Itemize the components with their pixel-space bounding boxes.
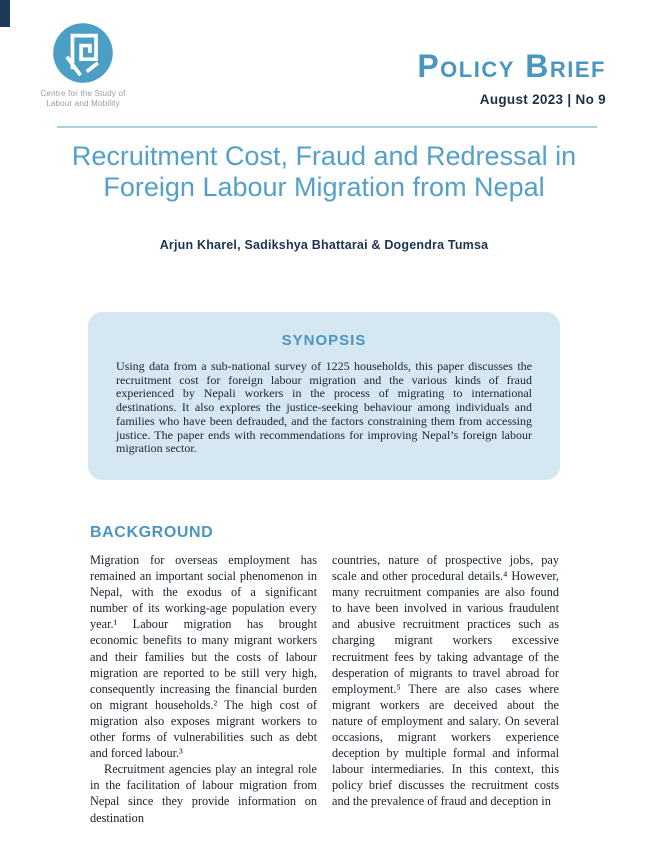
synopsis-box (88, 312, 560, 480)
authors-line: Arjun Kharel, Sadikshya Bhattarai & Dogendra Tumsa (159, 238, 489, 252)
header-divider (57, 126, 597, 128)
masthead-issue-date: August 2023 | No 9 (479, 92, 606, 107)
background-paragraph-2: Recruitment agencies play an integral role in the facilitation of labour migration from Nepal since they provide information on destination (90, 762, 317, 825)
ceslam-logo (22, 22, 144, 108)
masthead (417, 50, 606, 107)
background-paragraph-3: countries, nature of prospective jobs, pay scale and other procedural details.⁴ However, many recruitment companies are also found to have been involved in various fraudulent and abusive recruitment practices such as charging migrant workers excessive recruitment fees by taking advantage of the desperation of migrants to travel abroad for employment.⁵ There are also cases where migrant workers are deceived about the nature of employment and salary. On several occasions, migrant workers experience deception by multiple formal and informal labour intermediaries. In this context, this policy brief discusses the recruitment costs and the prevalence of fraud and deception in (332, 553, 559, 809)
background-heading: BACKGROUND (90, 524, 214, 541)
document-title-line2: Foreign Labour Migration from Nepal (103, 172, 545, 202)
masthead-title: Policy Brief (417, 48, 606, 84)
document-title (0, 141, 648, 203)
logo-caption-line2: Labour and Mobility (46, 98, 120, 108)
logo-caption-line1: Centre for the Study of (40, 89, 126, 98)
corner-mark (0, 0, 10, 27)
background-columns (90, 552, 560, 826)
document-title-line1: Recruitment Cost, Fraud and Redressal in (71, 141, 577, 171)
synopsis-text: Using data from a sub-national survey of 1225 households, this paper discusses the recruitment cost for foreign labour migration and the various kinds of fraud experienced by Nepali workers in the process of migrating to international destinations. It also explores the justice-seeking behaviour among individuals and families who have been defrauded, and the factors constraining them from accessing justice. The paper ends with recommendations for improving Nepal’s foreign labour migration sector. (116, 359, 532, 456)
background-section (90, 524, 560, 826)
background-column-left (90, 552, 317, 826)
ceslam-logo-icon (52, 22, 114, 84)
background-column-right (332, 552, 559, 826)
background-paragraph-1: Migration for overseas employment has remained an important social phenomenon in Nepal, with the exodus of a significant number of its working-age population every year.¹ Labour migration has brought economic benefits to many migrant workers and their families but the costs of labour migration are reported to be still very high, consequently increasing the financial burden on migrant households.² The high cost of migration also exposes migrant workers to other forms of vulnerabilities such as debt and forced labour.³ (90, 553, 317, 761)
synopsis-heading: SYNOPSIS (281, 332, 367, 349)
